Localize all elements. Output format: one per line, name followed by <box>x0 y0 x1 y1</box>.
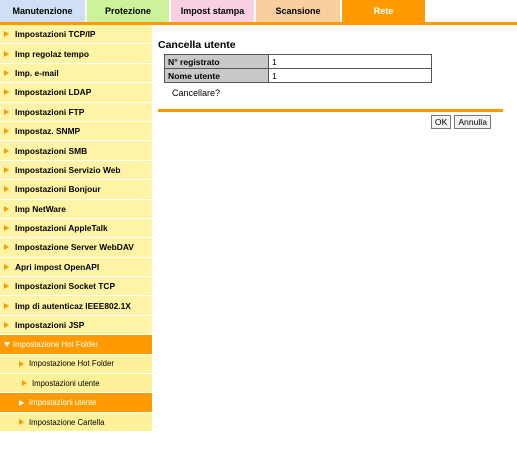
cancel-button[interactable]: Annulla <box>454 115 491 129</box>
sidebar <box>0 25 152 432</box>
arrow-right-icon <box>22 380 27 386</box>
arrow-right-icon <box>19 400 24 406</box>
arrow-right-icon <box>4 303 9 309</box>
sidebar-item-label: Impostazioni Socket TCP <box>15 281 116 292</box>
arrow-down-icon <box>4 342 10 347</box>
sidebar-subitem-hot-folder[interactable] <box>0 355 152 374</box>
sidebar-item-socket-tcp[interactable] <box>0 277 152 296</box>
arrow-right-icon <box>4 225 9 231</box>
sidebar-item-label: Imp regolaz tempo <box>15 48 89 59</box>
user-name-value: 1 <box>269 69 432 83</box>
arrow-right-icon <box>4 31 9 37</box>
tab-impost-stampa[interactable]: Impost stampa <box>171 0 255 22</box>
sidebar-item-tcpip[interactable] <box>0 25 152 44</box>
arrow-right-icon <box>4 128 9 134</box>
tab-manutenzione[interactable]: Manutenzione <box>0 0 86 22</box>
arrow-right-icon <box>4 89 9 95</box>
confirm-question: Cancellare? <box>172 88 221 98</box>
page-title: Cancella utente <box>158 39 236 51</box>
sidebar-subitem-impostazioni-utente[interactable] <box>0 374 152 393</box>
tab-protezione[interactable]: Protezione <box>87 0 170 22</box>
sidebar-item-appletalk[interactable] <box>0 219 152 238</box>
ok-button[interactable]: OK <box>431 115 451 129</box>
arrow-right-icon <box>4 109 9 115</box>
sidebar-item-label: Apri impost OpenAPI <box>15 261 100 272</box>
sidebar-item-label: Impostazioni Servizio Web <box>15 164 121 175</box>
sidebar-item-servizio-web[interactable] <box>0 161 152 180</box>
button-group <box>431 115 491 129</box>
sidebar-item-smb[interactable] <box>0 141 152 160</box>
registered-number-label: N° registrato <box>165 55 269 69</box>
arrow-right-icon <box>19 419 24 425</box>
sidebar-item-label: Impostazioni AppleTalk <box>15 223 108 234</box>
sidebar-subitem-label: Impostazione Cartella <box>29 417 105 427</box>
arrow-right-icon <box>4 186 9 192</box>
sidebar-item-jsp[interactable] <box>0 316 152 335</box>
sidebar-subitem-label: Impostazioni utente <box>29 398 97 408</box>
sidebar-item-label: Impostazioni SMB <box>15 145 88 156</box>
sidebar-item-label: Imp di autenticaz IEEE802.1X <box>15 300 131 311</box>
tab-bar <box>0 0 517 22</box>
tab-scansione[interactable]: Scansione <box>256 0 341 22</box>
sidebar-item-ftp[interactable] <box>0 103 152 122</box>
sidebar-item-ldap[interactable] <box>0 83 152 102</box>
sidebar-item-label: Imp NetWare <box>15 203 66 214</box>
arrow-right-icon <box>4 148 9 154</box>
arrow-right-icon <box>4 283 9 289</box>
sidebar-item-bonjour[interactable] <box>0 180 152 199</box>
arrow-right-icon <box>4 244 9 250</box>
sidebar-item-regolaz-tempo[interactable] <box>0 44 152 63</box>
sidebar-item-snmp[interactable] <box>0 122 152 141</box>
sidebar-item-label: Impostazione Server WebDAV <box>15 242 134 253</box>
sidebar-item-webdav[interactable] <box>0 238 152 257</box>
sidebar-item-netware[interactable] <box>0 200 152 219</box>
registered-number-value: 1 <box>269 55 432 69</box>
sidebar-item-label: Impostazioni LDAP <box>15 87 92 98</box>
sidebar-item-label: Impostazioni Bonjour <box>15 184 101 195</box>
sidebar-item-email[interactable] <box>0 64 152 83</box>
sidebar-item-label: Impostaz. SNMP <box>15 126 81 137</box>
tab-rete[interactable]: Rete <box>342 0 426 22</box>
sidebar-item-label: Impostazioni JSP <box>15 320 85 331</box>
sidebar-subitem-label: Impostazioni utente <box>32 378 100 388</box>
sidebar-item-hot-folder[interactable] <box>0 335 152 354</box>
user-name-label: Nome utente <box>165 69 269 83</box>
sidebar-item-label: Impostazioni FTP <box>15 106 85 117</box>
divider <box>158 109 503 112</box>
arrow-right-icon <box>4 322 9 328</box>
sidebar-item-label: Impostazione Hot Folder <box>13 339 98 349</box>
sidebar-subitem-impostazioni-utente-active[interactable] <box>0 393 152 412</box>
table-row <box>165 55 432 69</box>
sidebar-subitem-cartella[interactable] <box>0 413 152 432</box>
arrow-right-icon <box>4 167 9 173</box>
arrow-right-icon <box>4 264 9 270</box>
table-row <box>165 69 432 83</box>
sidebar-item-openapi[interactable] <box>0 258 152 277</box>
sidebar-item-label: Impostazioni TCP/IP <box>15 29 96 40</box>
sidebar-item-ieee8021x[interactable] <box>0 296 152 315</box>
arrow-right-icon <box>4 206 9 212</box>
sidebar-item-label: Imp. e-mail <box>15 67 59 78</box>
user-info-table <box>164 54 432 83</box>
arrow-right-icon <box>4 70 9 76</box>
arrow-right-icon <box>4 51 9 57</box>
sidebar-subitem-label: Impostazione Hot Folder <box>29 359 114 369</box>
arrow-right-icon <box>19 361 24 367</box>
